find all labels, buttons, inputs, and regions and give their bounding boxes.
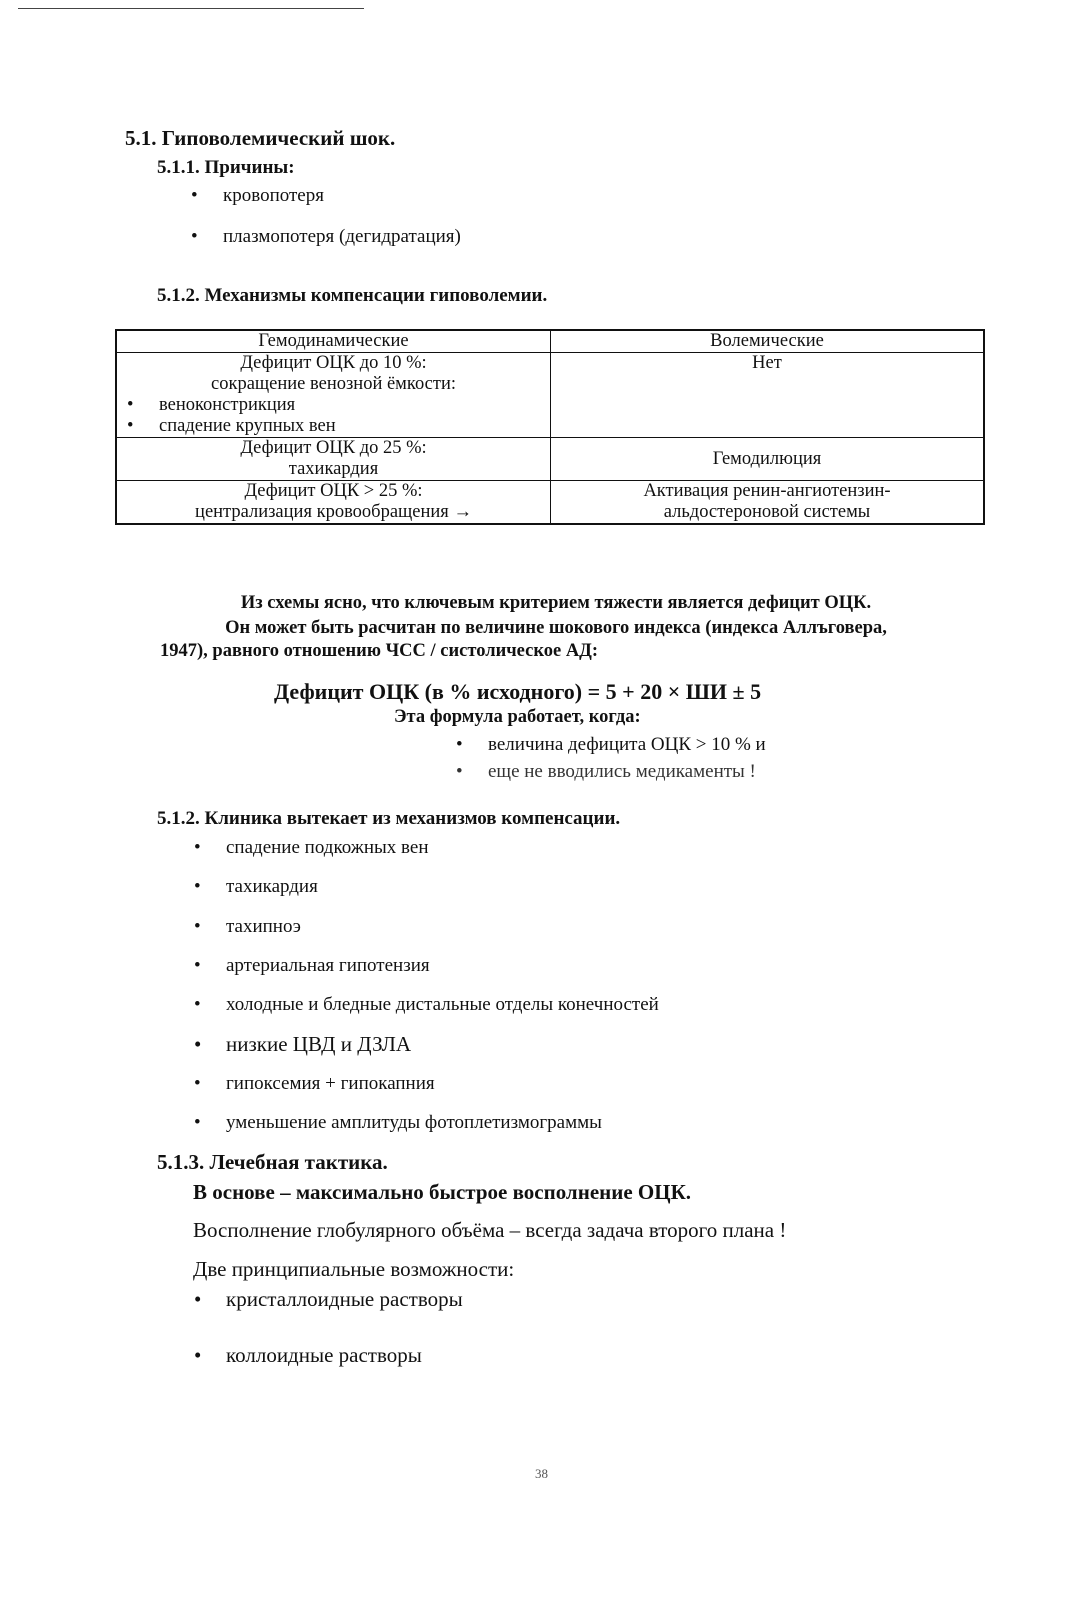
row1-left-list — [121, 395, 546, 437]
clinic-item: • гипоксемия + гипокапния — [226, 1073, 435, 1095]
compensation-table — [115, 329, 985, 525]
row3-right-line2: альдостероновой системы — [663, 502, 871, 522]
list-item: • веноконстрикция — [121, 395, 546, 416]
mechanisms-heading: 5.1.2. Механизмы компенсации гиповолемии. — [157, 285, 548, 306]
causes-heading: 5.1.1. Причины: — [157, 157, 295, 178]
header-volemic: Волемические — [551, 330, 985, 353]
row2-left-title: Дефицит ОЦК до 25 %: — [240, 438, 427, 458]
table-row — [116, 438, 984, 481]
conclusion-line-3: 1947), равного отношению ЧСС / систолическое АД: — [160, 641, 599, 661]
table-header-row — [116, 330, 984, 353]
option-item: • коллоидные растворы — [226, 1343, 422, 1368]
clinic-item: • уменьшение амплитуды фотоплетизмограммы — [226, 1112, 602, 1134]
formula: Дефицит ОЦК (в % исходного) = 5 + 20 × ШИ ± 5 — [274, 679, 762, 704]
clinic-item: • холодные и бледные дистальные отделы конечностей — [226, 994, 659, 1016]
condition-item: • величина дефицита ОЦК > 10 % и — [488, 734, 766, 756]
top-rule — [18, 8, 364, 9]
header-hemodynamic: Гемодинамические — [116, 330, 551, 353]
condition-heading: Эта формула работает, когда: — [394, 707, 641, 727]
table-row — [116, 353, 984, 438]
cause-item: • плазмопотеря (дегидратация) — [223, 226, 461, 248]
options-heading: Две принципиальные возможности: — [193, 1257, 515, 1281]
clinic-heading: 5.1.2. Клиника вытекает из механизмов компенсации. — [157, 808, 621, 829]
row2-right-cell: Гемодилюция — [551, 438, 985, 481]
clinic-item: • низкие ЦВД и ДЗЛА — [226, 1032, 411, 1057]
condition-item: • еще не вводились медикаменты ! — [488, 761, 756, 783]
conclusion-line-2: Он может быть расчитан по величине шокового индекса (индекса Аллъговера, — [225, 618, 887, 638]
conclusion-line-1: Из схемы ясно, что ключевым критерием тяжести является дефицит ОЦК. — [240, 593, 872, 613]
row1-right-cell: Нет — [551, 353, 985, 438]
treatment-basis: В основе – максимально быстрое восполнение ОЦК. — [193, 1180, 692, 1204]
cause-item: • кровопотеря — [223, 185, 324, 207]
option-item: • кристаллоидные растворы — [226, 1287, 463, 1312]
clinic-item: • спадение подкожных вен — [226, 837, 429, 859]
row3-left-sub: централизация кровообращения → — [195, 502, 472, 522]
section-title: 5.1. Гиповолемический шок. — [125, 126, 396, 150]
row3-right-cell — [551, 481, 985, 525]
row2-left-cell — [116, 438, 551, 481]
row1-left-title: Дефицит ОЦК до 10 %: — [240, 353, 427, 373]
table-row — [116, 481, 984, 525]
list-item: • спадение крупных вен — [121, 416, 546, 437]
row3-left-title: Дефицит ОЦК > 25 %: — [244, 481, 423, 501]
clinic-item: • тахикардия — [226, 876, 318, 898]
row1-left-cell — [116, 353, 551, 438]
row1-left-sub: сокращение венозной ёмкости: — [211, 374, 456, 394]
clinic-item: • артериальная гипотензия — [226, 955, 430, 977]
treatment-note: Восполнение глобулярного объёма – всегда задача второго плана ! — [193, 1218, 787, 1242]
row2-left-sub: тахикардия — [288, 459, 379, 479]
page-number: 38 — [535, 1466, 548, 1481]
clinic-item: • тахипноэ — [226, 916, 301, 938]
row3-right-line1: Активация ренин-ангиотензин- — [643, 481, 891, 501]
treatment-heading: 5.1.3. Лечебная тактика. — [157, 1150, 388, 1174]
row3-left-cell — [116, 481, 551, 525]
